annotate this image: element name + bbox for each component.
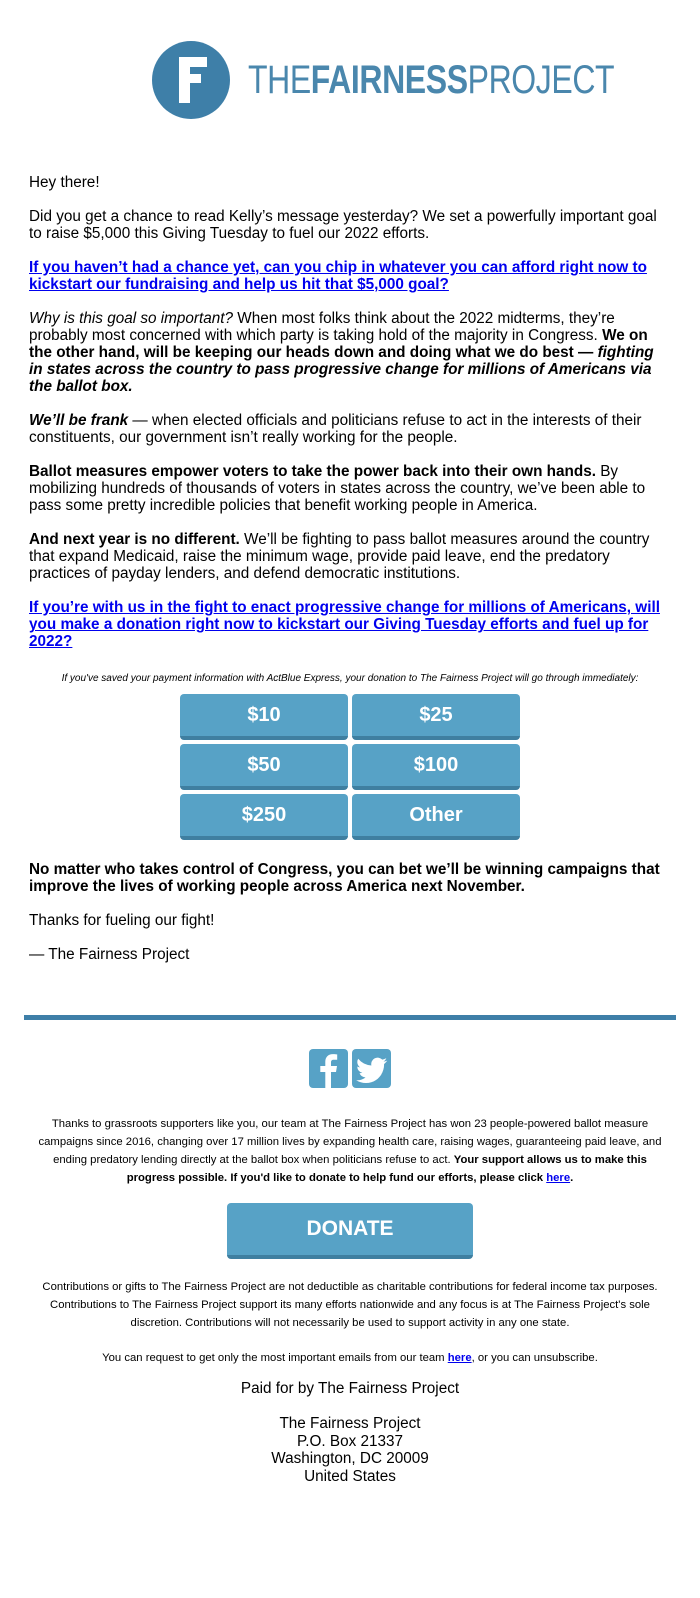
paragraph-4 — [29, 412, 671, 446]
amount-button-10[interactable]: $10 — [180, 694, 348, 740]
address-line-1: The Fairness Project — [279, 1415, 421, 1432]
pref-here-link[interactable]: here — [447, 1352, 472, 1364]
email-preferences — [0, 1349, 700, 1367]
closing-signature: — The Fairness Project — [29, 946, 190, 963]
legal-disclaimer: Contributions or gifts to The Fairness Project are not deductible as charitable contributions for federal income tax purposes. Contributions to The Fairness Project support its many efforts nationwide and any focus is at The Fairness Project's sole discretion. Contributions will not necessarily be used to support activity in any one state. — [42, 1281, 658, 1329]
pref-text: You can request to get only the most important emails from our team — [102, 1352, 448, 1364]
logo-wordmark — [248, 57, 615, 103]
actblue-note: If you've saved your payment information with ActBlue Express, your donation to The Fairness Project will go through immediately: — [61, 673, 639, 684]
paragraph-5 — [29, 463, 671, 514]
donation-amounts — [180, 694, 520, 840]
paragraph-2 — [29, 259, 671, 293]
p5-text: By mobilizing hundreds of thousands of voters in states across the country, we’ve been able to pass some pretty incredible policies that benefit working people in America. — [29, 463, 646, 514]
twitter-icon[interactable] — [352, 1049, 391, 1088]
chip-in-link[interactable]: If you haven’t had a chance yet, can you chip in whatever you can afford right now to kickstart our fundraising and help us hit that $5,000 goal? — [29, 259, 647, 293]
footer-intro — [0, 1115, 700, 1187]
footer-intro-text: Thanks to grassroots supporters like you, our team at The Fairness Project has won 23 people-powered ballot measure campaigns since 2016, changing over 17 million lives by expanding health care, raising wages, guaranteeing paid leave, and ending predatory lending directly at the ballot box when politicians refuse to act. — [38, 1118, 662, 1166]
p4-text: — when elected officials and politicians refuse to act in the interests of their constituents, our government isn’t really working for the people. — [29, 412, 642, 446]
p3-text: When most folks think about the 2022 midterms, they’re probably most concerned with which party is taking hold of the majority in Congress. — [29, 310, 615, 344]
p6-bold: And next year is no different. — [29, 531, 240, 548]
fairness-f-icon — [152, 41, 230, 119]
donate-button[interactable]: DONATE — [227, 1203, 473, 1259]
p6-text: We’ll be fighting to pass ballot measures around the country that expand Medicaid, raise the minimum wage, provide paid leave, end the predatory practices of payday lenders, and defend democratic institutions. — [29, 531, 650, 582]
closing-bold — [29, 861, 671, 895]
closing-section — [0, 861, 700, 963]
address-line-3: Washington, DC 20009 — [271, 1450, 429, 1467]
greeting: Hey there! — [29, 174, 100, 191]
facebook-icon[interactable] — [309, 1049, 348, 1088]
closing-bold-text: No matter who takes control of Congress, you can bet we’ll be winning campaigns that improve the lives of working people across America next November. — [29, 861, 660, 895]
pref-end: , or you can unsubscribe. — [471, 1352, 598, 1364]
address-line-4: United States — [304, 1467, 396, 1485]
amount-button-100[interactable]: $100 — [352, 744, 520, 790]
p3-bold: We on the other hand, will be keeping our heads down and doing what we do best — — [29, 327, 648, 361]
amount-button-other[interactable]: Other — [352, 794, 520, 840]
logo-the: THE — [248, 57, 311, 102]
logo-fairness: FAIRNESS — [310, 57, 468, 102]
amount-button-250[interactable]: $250 — [180, 794, 348, 840]
closing-thanks: Thanks for fueling our fight! — [29, 912, 215, 929]
address-line-2: P.O. Box 21337 — [296, 1432, 404, 1450]
amount-button-25[interactable]: $25 — [352, 694, 520, 740]
amount-button-50[interactable]: $50 — [180, 744, 348, 790]
header-logo[interactable] — [0, 0, 700, 160]
footer-intro-bold: Your support allows us to make this progress possible. If you'd like to donate to help fund our efforts, please click — [126, 1154, 647, 1184]
paragraph-7 — [29, 599, 671, 650]
p3-italic: Why is this goal so important? — [29, 310, 234, 327]
p5-bold: Ballot measures empower voters to take the power back into their own hands. — [29, 463, 596, 480]
mailing-address — [0, 1415, 700, 1485]
paid-for-line: Paid for by The Fairness Project — [240, 1380, 460, 1397]
paragraph-1: Did you get a chance to read Kelly’s message yesterday? We set a powerfully important goal to raise $5,000 this Giving Tuesday to fuel our 2022 efforts. — [29, 208, 657, 242]
footer-divider — [24, 1015, 676, 1020]
message-body — [0, 174, 700, 650]
footer-here-link[interactable]: here — [546, 1172, 571, 1184]
p4-bold-italic: We’ll be frank — [29, 412, 129, 429]
social-icons — [0, 1049, 700, 1088]
logo-project: PROJECT — [467, 57, 615, 102]
p3-bold-italic: fighting in states across the country to pass progressive change for millions of Americans via the ballot box. — [29, 344, 654, 395]
donate-now-link[interactable]: If you’re with us in the fight to enact progressive change for millions of Americans, will you make a donation right now to kickstart our Giving Tuesday efforts and fuel up for 2022? — [29, 599, 660, 650]
paragraph-3 — [29, 310, 671, 395]
footer-intro-end: . — [570, 1172, 574, 1184]
paragraph-6 — [29, 531, 671, 582]
